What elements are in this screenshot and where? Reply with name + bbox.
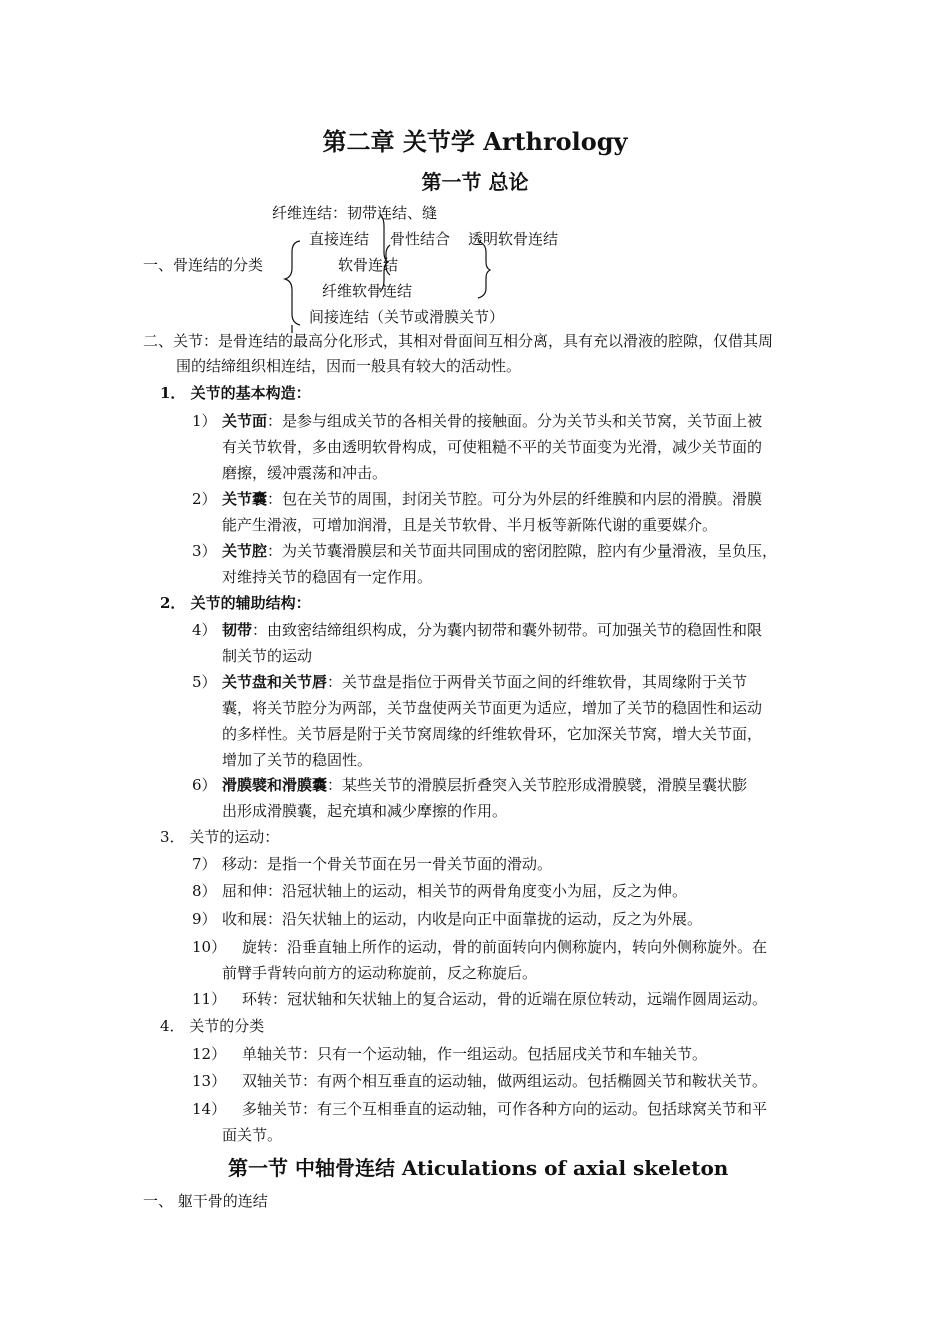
list-item: 8） 屈和伸：沿冠状轴上的运动，相关节的两骨角度变小为屈，反之为伸。 [192, 882, 688, 900]
hyaline-connection: 透明软骨连结 [468, 230, 559, 248]
list-item: 4） 韧带：由致密结缔组织构成，分为囊内韧带和囊外韧带。可加强关节的稳固性和限 制关节的运动 [192, 621, 763, 665]
bone-fusion: 骨性结合 [390, 230, 451, 248]
list-item: 12） 单轴关节：只有一个运动轴，作一组运动。包括屈戌关节和车轴关节。 [192, 1045, 708, 1063]
fibrocartilage-connection: 纤维软骨连结 [322, 282, 413, 300]
list-item: 6） 滑膜襞和滑膜囊：某些关节的滑膜层折叠突入关节腔形成滑膜襞，滑膜呈囊状膨 出形成滑膜囊，起充填和减少摩擦的作用。 [192, 776, 748, 820]
section-title-axial: 第一节 中轴骨连结 Aticulations of axial skeleton [228, 1156, 729, 1180]
basic-structure-heading: 1． 关节的基本构造： [160, 384, 311, 402]
list-item: 9） 收和展：沿矢状轴上的运动，内收是向正中面靠拢的运动，反之为外展。 [192, 910, 703, 928]
section-title: 第一节 总论 [421, 170, 529, 194]
fiber-connection: 纤维连结：韧带连结、缝 [272, 204, 438, 222]
cartilage-connection: 软骨连结 [338, 256, 399, 274]
list-item: 2） 关节囊：包在关节的周围，封闭关节腔。可分为外层的纤维膜和内层的滑膜。滑膜 能产生滑液，可增加润滑，且是关节软骨、半月板等新陈代谢的重要媒介。 [192, 490, 763, 534]
aux-structure-heading: 2． 关节的辅助结构： [160, 594, 311, 612]
trunk-heading: 一、 躯干骨的连结 [143, 1192, 268, 1210]
list-item: 5） 关节盘和关节唇：关节盘是指位于两骨关节面之间的纤维软骨，其周缘附于关节 囊，将关节腔分为两部，关节盘使两关节面更为适应，增加了关节的稳固性和运动 的多样性。关节唇是附于关节窝周缘的纤维软骨环，它加深关节窝，增大关节面， 增加了关节的稳固性。 [192, 673, 763, 769]
chapter-title: 第二章 关节学 Arthrology [322, 127, 628, 156]
list-item: 11） 环转：冠状轴和矢状轴上的复合运动，骨的近端在原位转动，远端作圆周运动。 [192, 990, 768, 1008]
classes-heading: 4． 关节的分类 [160, 1017, 265, 1035]
list-item: 1） 关节面：是参与组成关节的各相关骨的接触面。分为关节头和关节窝，关节面上被 有关节软骨，多由透明软骨构成，可使粗糙不平的关节面变为光滑，减少关节面的 磨擦，缓冲震荡和冲击。 [192, 412, 763, 482]
joint-definition-line1: 二、关节：是骨连结的最高分化形式，其相对骨面间互相分离，具有充以滑液的腔隙，仅借其周 [143, 332, 774, 350]
list-item: 10） 旋转：沿垂直轴上所作的运动，骨的前面转向内侧称旋内，转向外侧称旋外。在 前臂手背转向前方的运动称旋前，反之称旋后。 [192, 938, 768, 982]
joint-definition-line2: 围的结缔组织相连结，因而一般具有较大的活动性。 [176, 357, 522, 375]
list-item: 3） 关节腔：为关节囊滑膜层和关节面共同围成的密闭腔隙，腔内有少量滑液，呈负压， 对维持关节的稳固有一定作用。 [192, 542, 778, 586]
direct-connection: 直接连结 [309, 230, 370, 248]
motion-heading: 3． 关节的运动： [160, 828, 280, 846]
classification-heading: 一、骨连结的分类 [143, 256, 264, 274]
list-item: 14） 多轴关节：有三个互相垂直的运动轴，可作各种方向的运动。包括球窝关节和平 面关节。 [192, 1100, 768, 1144]
indirect-connection: 间接连结（关节或滑膜关节） [309, 308, 505, 326]
list-item: 13） 双轴关节：有两个相互垂直的运动轴，做两组运动。包括椭圆关节和鞍状关节。 [192, 1072, 768, 1090]
list-item: 7） 移动：是指一个骨关节面在另一骨关节面的滑动。 [192, 855, 553, 873]
